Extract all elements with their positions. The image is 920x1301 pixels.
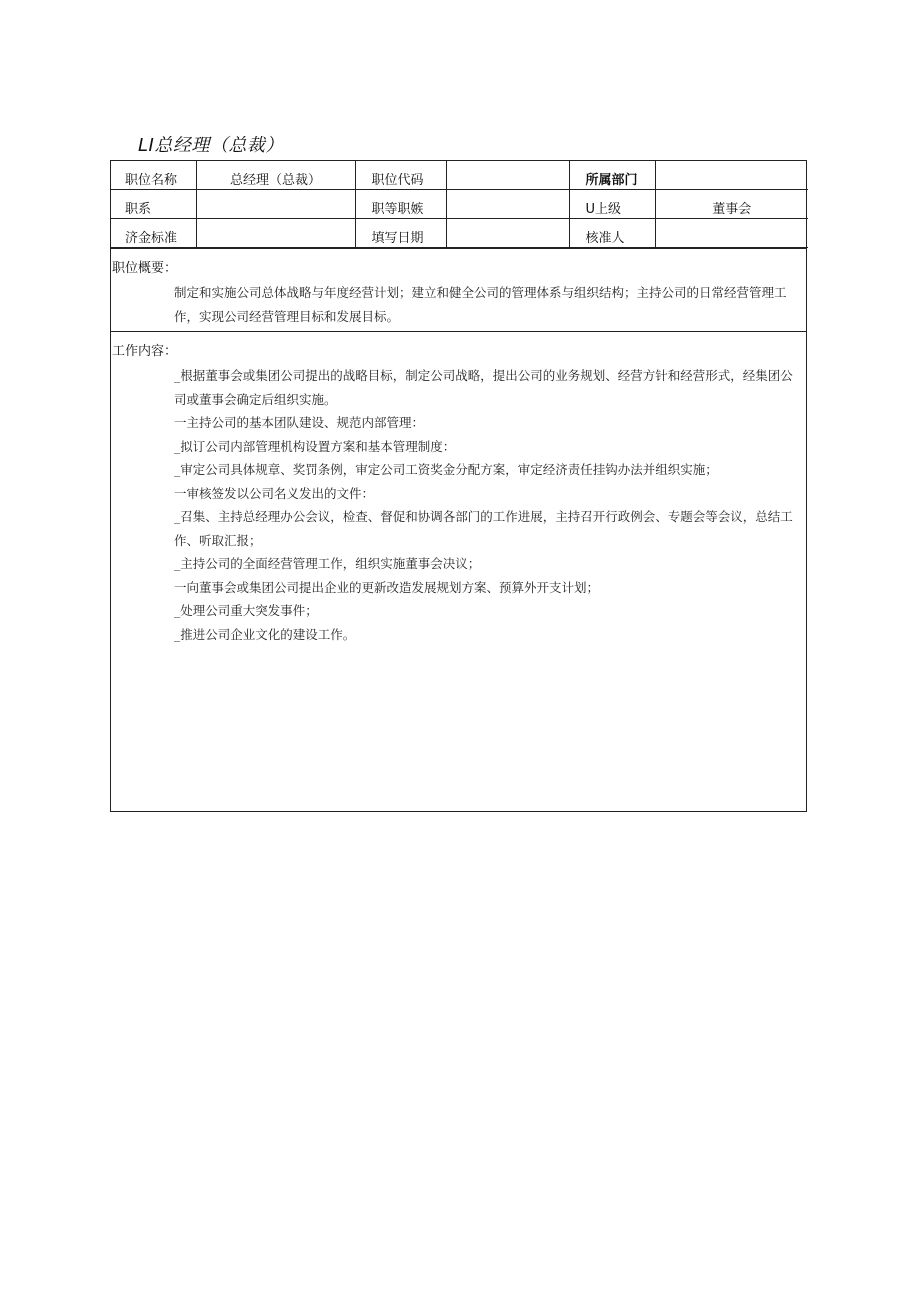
duty-item: _根据董事会或集团公司提出的战略目标，制定公司战略，提出公司的业务规划、经营方针和经营形式，经集团公司或董事会确定后组织实施。 xyxy=(174,368,793,407)
position-code-label: 职位代码 xyxy=(355,161,446,190)
position-name-label: 职位名称 xyxy=(111,161,196,190)
department-value[interactable] xyxy=(655,161,808,190)
duty-item: _召集、主持总经理办公会议，检查、督促和协调各部门的工作进展，主持召开行政例会、专题会等会议，总结工作、听取汇报； xyxy=(174,509,793,548)
duties-section xyxy=(111,331,806,646)
summary-text: 制定和实施公司总体战略与年度经营计划；建立和健全公司的管理体系与组织结构；主持公司的日常经营管理工作，实现公司经营管理目标和发展目标。 xyxy=(174,285,787,324)
duty-item: _审定公司具体规章、奖罚条例，审定公司工资奖金分配方案，审定经济责任挂钩办法并组织实施； xyxy=(174,462,718,477)
position-code-value[interactable] xyxy=(446,161,569,190)
duty-item: _主持公司的全面经营管理工作，组织实施董事会决议； xyxy=(174,556,481,571)
approver-label: 核准人 xyxy=(569,219,655,248)
info-table xyxy=(111,161,808,248)
duty-item: _处理公司重大突发事件； xyxy=(174,603,318,618)
approver-value[interactable] xyxy=(655,219,808,248)
duty-item: 一审核签发以公司名义发出的文件： xyxy=(174,485,375,501)
duty-item: 一主持公司的基本团队建设、规范内部管理： xyxy=(174,415,425,430)
duty-item: 一向董事会或集团公司提出企业的更新改造发展规划方案、预算外开支计划； xyxy=(174,579,600,595)
salary-label: 济金标准 xyxy=(111,219,196,248)
job-description-form xyxy=(110,160,807,812)
summary-section xyxy=(111,248,806,331)
duty-list xyxy=(174,364,800,646)
info-row-1 xyxy=(111,161,808,190)
grade-label: 职等职嫉 xyxy=(355,190,446,219)
grade-value[interactable] xyxy=(446,190,569,219)
summary-heading: 职位概要： xyxy=(112,261,178,276)
superior-value[interactable]: 董事会 xyxy=(655,190,808,219)
position-name-value[interactable]: 总经理（总裁） xyxy=(196,161,355,190)
duty-item: _推进公司企业文化的建设工作。 xyxy=(174,626,356,642)
duties-body xyxy=(111,360,806,646)
department-label: 所属部门 xyxy=(569,161,655,190)
fill-date-value[interactable] xyxy=(446,219,569,248)
duties-heading: 工作内容： xyxy=(112,344,178,359)
salary-value[interactable] xyxy=(196,219,355,248)
duty-item: _拟订公司内部管理机构设置方案和基本管理制度： xyxy=(174,438,456,454)
superior-label: U上级 xyxy=(569,190,655,219)
job-family-label: 职系 xyxy=(111,190,196,219)
fill-date-label: 填写日期 xyxy=(355,219,446,248)
document-title: LI总经理（总裁） xyxy=(138,135,284,156)
job-family-value[interactable] xyxy=(196,190,355,219)
info-row-2 xyxy=(111,190,808,219)
info-row-3 xyxy=(111,219,808,248)
